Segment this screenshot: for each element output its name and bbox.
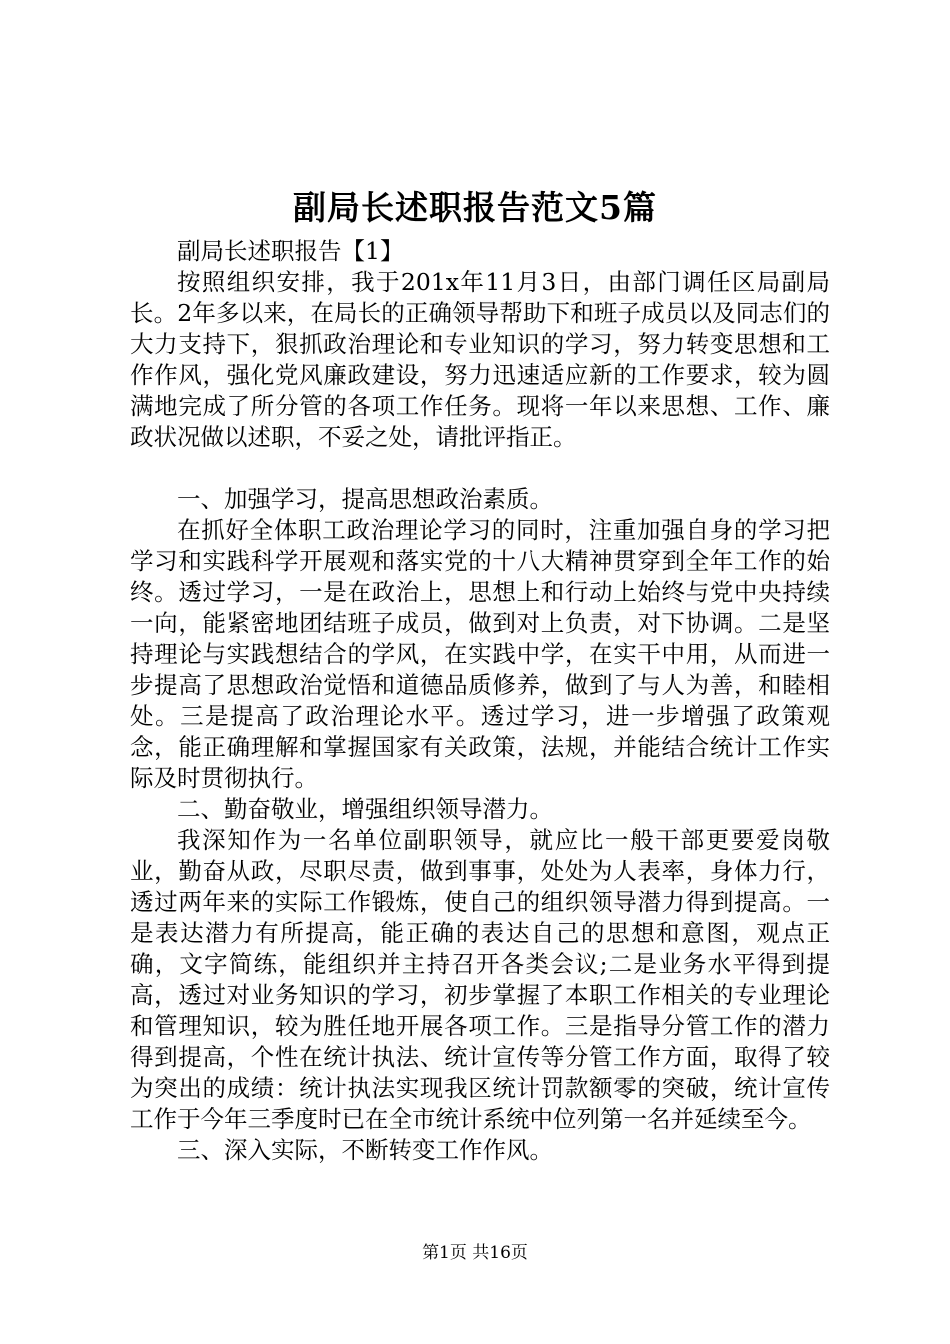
- section-3-heading: 三、深入实际，不断转变工作作风。: [177, 1136, 553, 1164]
- paragraph-spacer: [130, 453, 830, 484]
- document-body: [130, 236, 830, 1166]
- intro-paragraph: 按照组织安排，我于201x年11月3日，由部门调任区局副局长。2年多以来，在局长的正确领导帮助下和班子成员以及同志们的大力支持下，狠抓政治理论和专业知识的学习，努力转变思想和工作作风，强化党风廉政建设，努力迅速适应新的工作要求，较为圆满地完成了所分管的各项工作任务。现将一年以来思想、工作、廉政状况做以述职，不妥之处，请批评指正。: [130, 268, 830, 451]
- section-2-heading: 二、勤奋敬业，增强组织领导潜力。: [177, 795, 553, 823]
- section-1-paragraph: 在抓好全体职工政治理论学习的同时，注重加强自身的学习把学习和实践科学开展观和落实党的十八大精神贯穿到全年工作的始终。透过学习，一是在政治上，思想上和行动上始终与党中央持续一向，能紧密地团结班子成员，做到对上负责，对下协调。二是坚持理论与实践想结合的学风，在实践中学，在实干中用，从而进一步提高了思想政治觉悟和道德品质修养，做到了与人为善，和睦相处。三是提高了政治理论水平。透过学习，进一步增强了政策观念，能正确理解和掌握国家有关政策，法规，并能结合统计工作实际及时贯彻执行。: [130, 516, 830, 792]
- section-1-heading: 一、加强学习，提高思想政治素质。: [177, 485, 553, 513]
- section-2-paragraph: 我深知作为一名单位副职领导，就应比一般干部更要爱岗敬业，勤奋从政，尽职尽责，做到事事，处处为人表率，身体力行，透过两年来的实际工作锻炼，使自己的组织领导潜力得到提高。一是表达潜力有所提高，能正确的表达自己的思想和意图，观点正确，文字简练，能组织并主持召开各类会议;二是业务水平得到提高，透过对业务知识的学习，初步掌握了本职工作相关的专业理论和管理知识，较为胜任地开展各项工作。三是指导分管工作的潜力得到提高，个性在统计执法、统计宣传等分管工作方面，取得了较为突出的成绩：统计执法实现我区统计罚款额零的突破，统计宣传工作于今年三季度时已在全市统计系统中位列第一名并延续至今。: [130, 826, 830, 1133]
- report-subtitle: 副局长述职报告【1】: [177, 237, 404, 265]
- document-title: 副局长述职报告范文5篇: [293, 188, 657, 227]
- page-footer: 第1页 共16页: [422, 1243, 528, 1263]
